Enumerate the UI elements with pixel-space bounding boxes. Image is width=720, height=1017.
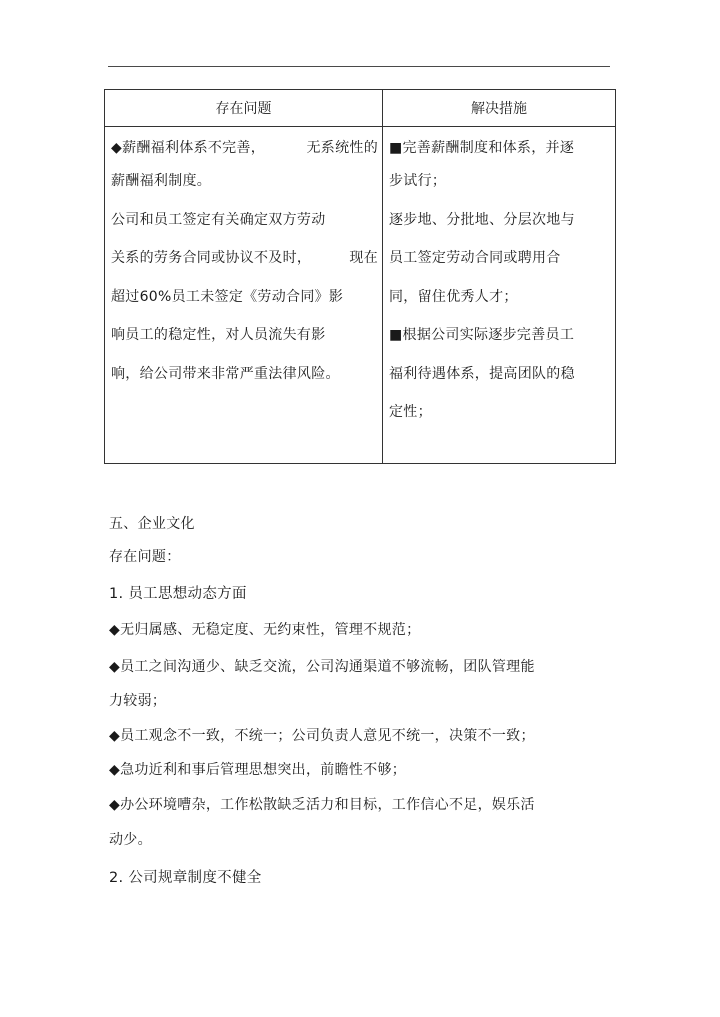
header-solutions: 解决措施 <box>383 90 616 127</box>
problem-line: 关系的劳务合同或协议不及时， 现在 <box>111 250 378 266</box>
problem-line: 超过60%员工未签定《劳动合同》影 <box>111 288 344 305</box>
problem-line: ◆薪酬福利体系不完善， 无系统性的 <box>111 140 378 156</box>
solution-line: 同，留住优秀人才； <box>389 288 518 305</box>
section-title: 五、企业文化 <box>109 516 195 532</box>
section-subtitle: 存在问题： <box>109 549 181 565</box>
body-line: ◆办公环境嘈杂，工作松散缺乏活力和目标，工作信心不足，娱乐活 <box>109 797 535 813</box>
problem-line: 公司和员工签定有关确定双方劳动 <box>111 211 326 228</box>
problem-line: 响，给公司带来非常严重法律风险。 <box>111 365 340 382</box>
body-line: 1. 员工思想动态方面 <box>109 586 247 602</box>
problem-line: 薪酬福利制度。 <box>111 173 212 189</box>
body-line: 力较弱； <box>109 693 167 709</box>
solution-line: 逐步地、分批地、分层次地与 <box>389 211 575 228</box>
problem-line: 响员工的稳定性，对人员流失有影 <box>111 327 326 343</box>
body-line: ◆无归属感、无稳定度、无约束性，管理不规范； <box>109 622 421 638</box>
body-line: ◆员工观念不一致，不统一；公司负责人意见不统一，决策不一致； <box>109 728 535 744</box>
solution-line: 步试行； <box>389 173 447 189</box>
issues-table <box>104 89 616 464</box>
body-line: ◆急功近利和事后管理思想突出，前瞻性不够； <box>109 762 407 778</box>
solution-line: 员工签定劳动合同或聘用合 <box>389 250 561 266</box>
body-line: 2. 公司规章制度不健全 <box>109 870 262 886</box>
table-header-row <box>105 90 616 127</box>
table-row <box>105 127 616 464</box>
solution-line: 定性； <box>389 404 432 420</box>
solution-line: ■完善薪酬制度和体系，并逐 <box>389 140 575 156</box>
header-problems: 存在问题 <box>105 90 383 127</box>
solutions-cell <box>383 127 616 464</box>
header-rule <box>108 66 610 67</box>
body-line: ◆员工之间沟通少、缺乏交流，公司沟通渠道不够流畅，团队管理能 <box>109 659 535 675</box>
body-line: 动少。 <box>109 832 152 848</box>
problems-cell <box>105 127 383 464</box>
solution-line: ■根据公司实际逐步完善员工 <box>389 327 575 343</box>
solution-line: 福利待遇体系，提高团队的稳 <box>389 365 575 382</box>
